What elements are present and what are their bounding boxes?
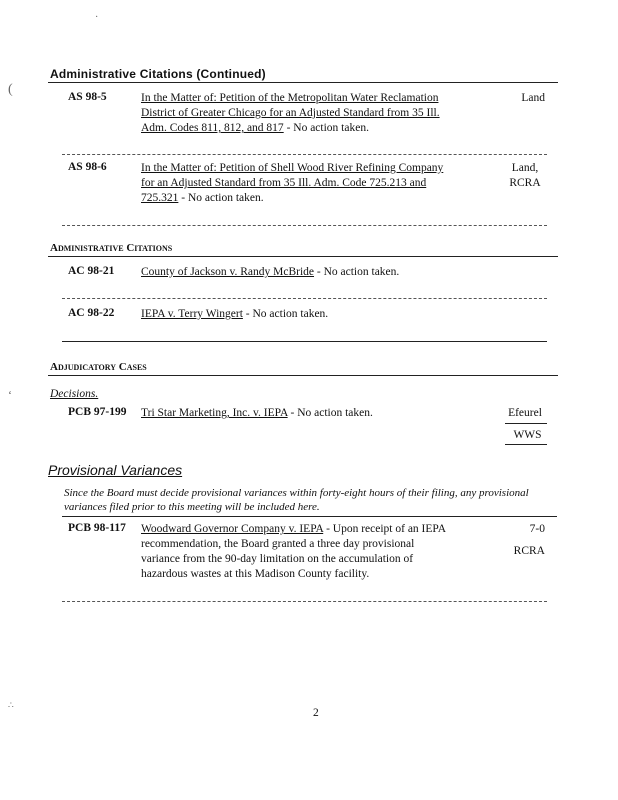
- case-category: WWS: [513, 429, 542, 441]
- section-heading-provisional: Provisional Variances: [48, 462, 183, 478]
- case-title[interactable]: Woodward Governor Company v. IEPA: [141, 523, 324, 535]
- case-number: AS 98-6: [68, 161, 107, 173]
- entry-divider: [62, 225, 547, 226]
- page-number: 2: [313, 707, 319, 719]
- case-description: Woodward Governor Company v. IEPA - Upon receipt of an IEPA recommendation, the Board granted a three day provisional variance from the 90-day limitation on the accumulation of hazardous wastes at this Madison County facility.: [141, 523, 447, 580]
- scan-speck: ‘: [8, 388, 12, 402]
- case-title[interactable]: In the Matter of: Petition of Shell Wood River Refining Company: [141, 162, 444, 174]
- case-category: Land: [521, 92, 545, 104]
- entry-divider: [62, 601, 547, 602]
- case-title[interactable]: IEPA v. Terry Wingert: [141, 308, 243, 320]
- section-heading-admin-continued: Administrative Citations (Continued): [50, 67, 266, 81]
- category-rule: [505, 423, 547, 424]
- scan-speck: (: [8, 82, 13, 97]
- section-heading-admin: Administrative Citations: [50, 242, 173, 254]
- case-title[interactable]: Tri Star Marketing, Inc. v. IEPA: [141, 407, 288, 419]
- entry-divider: [62, 341, 547, 342]
- case-number: AS 98-5: [68, 91, 107, 103]
- case-description: Tri Star Marketing, Inc. v. IEPA - No action taken.: [141, 407, 373, 419]
- case-title[interactable]: In the Matter of: Petition of the Metropolitan Water Reclamation: [141, 92, 439, 104]
- decisions-label: Decisions.: [50, 388, 99, 400]
- case-description: IEPA v. Terry Wingert - No action taken.: [141, 308, 329, 320]
- case-title[interactable]: County of Jackson v. Randy McBride: [141, 266, 315, 278]
- case-number: AC 98-21: [68, 265, 115, 277]
- case-number: PCB 97-199: [68, 406, 127, 418]
- case-description: County of Jackson v. Randy McBride - No action taken.: [141, 266, 400, 278]
- heading-rule: [48, 82, 558, 83]
- scan-speck: ∴: [8, 700, 14, 710]
- vote-count: 7-0: [529, 523, 545, 535]
- case-number: PCB 98-117: [68, 522, 126, 534]
- section-heading-adjudicatory: Adjudicatory Cases: [50, 361, 147, 373]
- scan-speck: ·: [95, 12, 99, 23]
- case-description: In the Matter of: Petition of the Metropolitan Water Reclamation District of Greater Chicago for an Adjusted Standard from 35 Ill. Adm. Codes 811, 812, and 817 - No action taken.: [141, 92, 440, 134]
- case-description: In the Matter of: Petition of Shell Wood River Refining Company for an Adjusted Standard from 35 Ill. Adm. Code 725.213 and 725.321 - No action taken.: [141, 162, 444, 204]
- heading-rule: [48, 375, 558, 376]
- case-category: Land, RCRA: [509, 162, 541, 189]
- heading-rule: [48, 256, 558, 257]
- entry-divider: [62, 298, 547, 299]
- case-number: AC 98-22: [68, 307, 115, 319]
- case-category: Efeurel: [508, 407, 542, 419]
- case-category: RCRA: [513, 545, 545, 557]
- provisional-note: Since the Board must decide provisional variances within forty-eight hours of their filing, any provisional variances filed prior to this meeting will be included here.: [64, 487, 529, 513]
- entry-divider: [62, 516, 557, 517]
- entry-divider: [62, 154, 547, 155]
- category-rule: [505, 444, 547, 445]
